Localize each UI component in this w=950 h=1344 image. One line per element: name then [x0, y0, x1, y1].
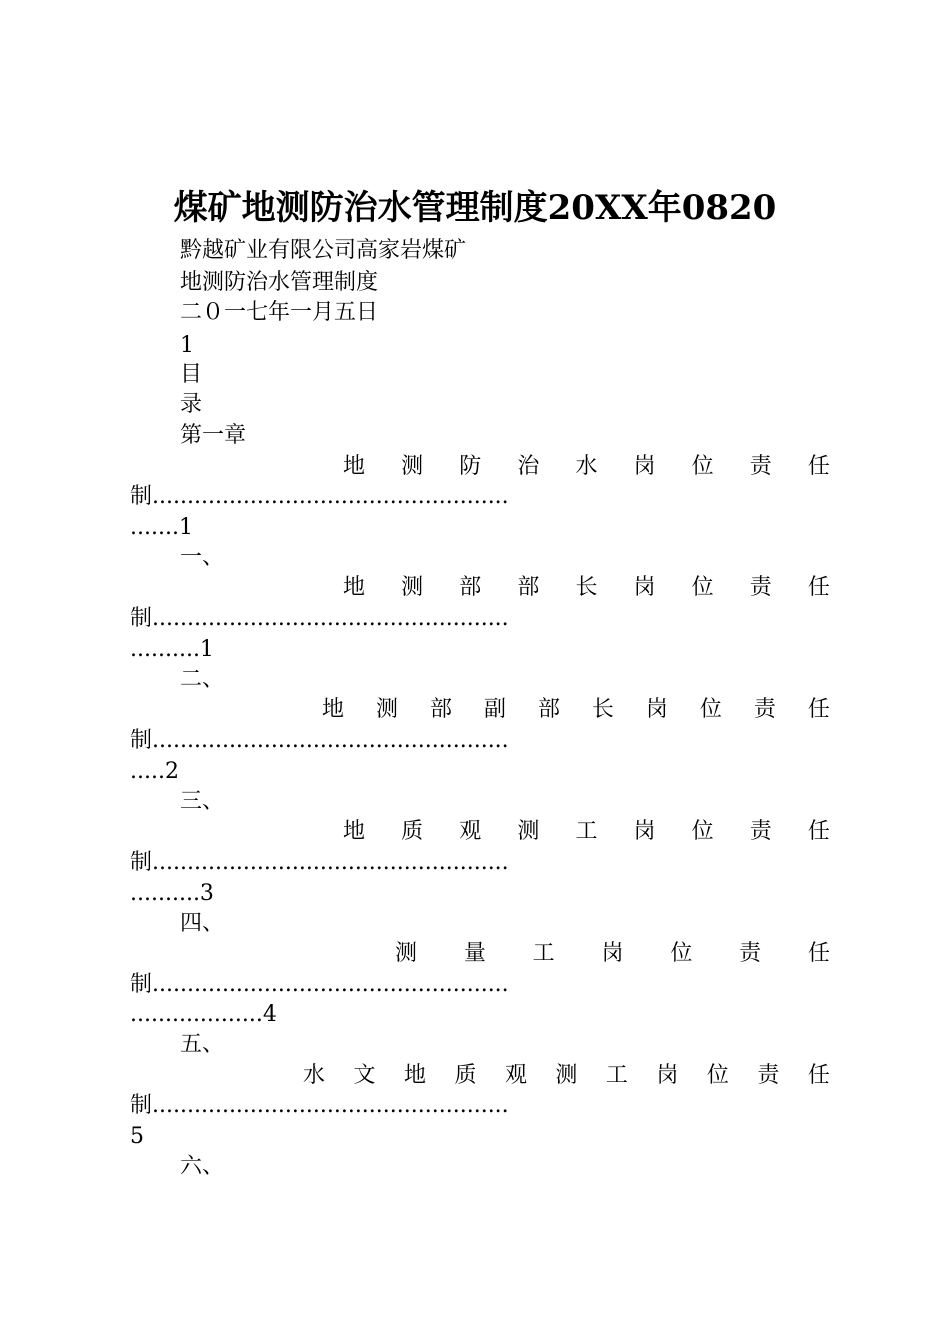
document-title: 煤矿地测防治水管理制度20XX年0820	[173, 188, 777, 228]
toc-entry-title: 测 量 工 岗 位 责 任	[395, 941, 830, 966]
toc-entry-page: .......1	[130, 515, 193, 540]
toc-entry-page: .....2	[130, 759, 179, 784]
section-label: 一、	[180, 545, 225, 570]
chapter-label: 第一章	[180, 423, 247, 448]
toc-entry-page: ..........3	[130, 881, 214, 906]
section-label: 五、	[180, 1032, 225, 1057]
company-name: 黔越矿业有限公司高家岩煤矿	[180, 238, 467, 263]
section-label: 二、	[180, 667, 225, 692]
section-label: 四、	[180, 911, 225, 936]
document-date: 二０一七年一月五日	[180, 300, 379, 325]
toc-entry-leader: 制...................................................	[130, 606, 509, 631]
toc-entry-title: 地 质 观 测 工 岗 位 责 任	[343, 819, 830, 844]
document-subtitle: 地测防治水管理制度	[180, 270, 379, 295]
toc-entry-leader: 制...................................................	[130, 850, 509, 875]
toc-entry-leader: 制...................................................	[130, 1093, 509, 1118]
toc-entry-leader: 制...................................................	[130, 728, 509, 753]
section-label: 三、	[180, 789, 225, 814]
toc-heading-part1: 目	[180, 362, 203, 387]
toc-entry-leader: 制...................................................	[130, 972, 509, 997]
toc-entry-title: 地 测 防 治 水 岗 位 责 任	[343, 454, 830, 479]
toc-entry-page: ..........1	[130, 637, 214, 662]
toc-entry-title: 地 测 部 部 长 岗 位 责 任	[343, 575, 830, 600]
page-number: 1	[180, 333, 194, 358]
toc-heading-part2: 录	[180, 392, 203, 417]
toc-entry-leader: 制...................................................	[130, 484, 509, 509]
toc-entry-page: ...................4	[130, 1002, 277, 1027]
toc-entry-title: 水 文 地 质 观 测 工 岗 位 责 任	[303, 1063, 830, 1088]
toc-entry-page: 5	[130, 1124, 144, 1149]
toc-entry-title: 地 测 部 副 部 长 岗 位 责 任	[322, 697, 830, 722]
section-label: 六、	[180, 1154, 225, 1179]
